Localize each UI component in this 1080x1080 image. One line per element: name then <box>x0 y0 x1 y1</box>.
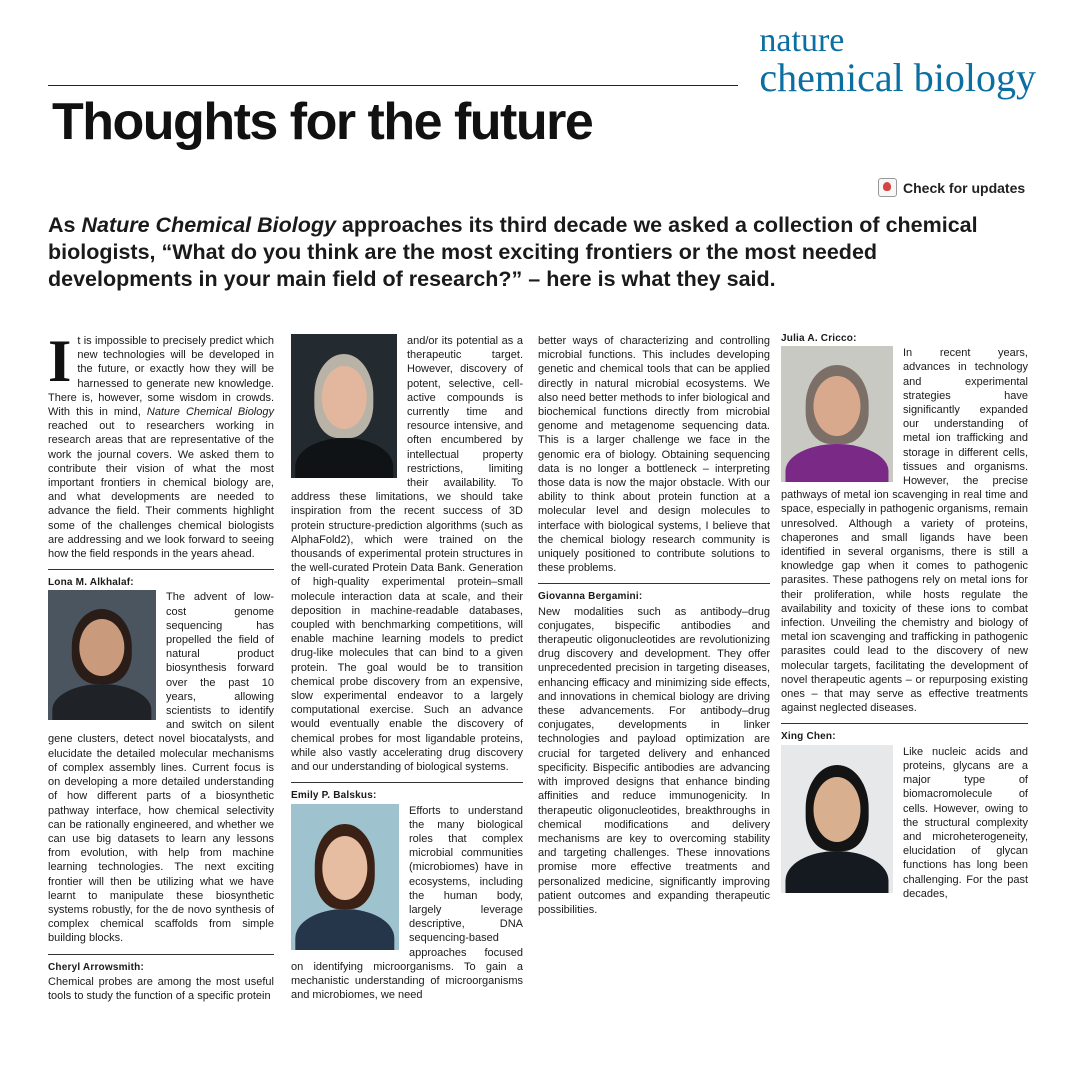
journal-logo-line2: chemical biology <box>759 55 1036 100</box>
balskus-paragraph-b: better ways of characterizing and controlling microbial functions. This includes developing genetic and chemical tools that can be applied directly in natural microbial ecosystems. We also need better methods to infer biological and biochemical functions directly from microbial genome and metagenome sequencing data. This is a larger challenge we face in the genomic era of biology. Obtaining sequencing data is no longer a bottleneck – interpreting those data is now the major obstacle. With our ability to think about protein function at a molecular level and design molecules to interface with biological systems, I believe that the chemical biology research community is uniquely positioned to contribute solutions to these problems. <box>538 335 770 575</box>
alkhalaf-text: The advent of low-cost genome sequencing has propelled the field of natural product biosynthesis forward over the past 10 years, allowing scientists to identify and switch on silent gene clusters, detect novel biocatalysts, and elucidate the detailed molecular mechanisms of complex assembly lines. Current focus is on developing a more detailed understanding of how different parts of a biosynthetic pathway interface, how chemical selectivity can be rationally engineered, and whether we can use big datasets to learn any lessons from evolution, with help from machine learning technologies. The next exciting frontier will then be utilizing what we have learnt to manipulate these biosynthetic systems robustly, for the de novo synthesis of complex chemical scaffolds from simple building blocks. <box>48 591 274 945</box>
column-3 <box>538 334 770 917</box>
cricco-paragraph <box>781 346 1028 715</box>
alkhalaf-paragraph <box>48 590 274 945</box>
balskus-paragraph-a <box>291 804 523 1003</box>
journal-logo <box>759 24 1036 98</box>
dropcap: I <box>48 328 72 394</box>
author-chen: Xing Chen: <box>781 731 836 743</box>
bergamini-paragraph: New modalities such as antibody–drug conjugates, bispecific antibodies and therapeutic oligonucleotides are revolutionizing drug discovery and development. They offer unprecedented precision in targeting diseases, enhancing efficacy and minimizing side effects, and innovations in chemical biology are driving these advancements. For antibody–drug conjugates, developments in linker technologies and payload optimization are crucial for targeted delivery and enhanced specificity. Bispecific antibodies are advancing with improved designs that enhance binding affinities and reduce immunogenicity. In therapeutic oligonucleotides, breakthroughs in chemical modifications and delivery mechanisms are key to overcoming stability and targeting challenges. These innovations promise more effective treatments and personalized medicine, significantly improving patient outcomes and expanding therapeutic possibilities. <box>538 605 770 916</box>
header-rule <box>48 85 738 86</box>
check-for-updates-button[interactable] <box>878 178 1025 197</box>
column-2 <box>291 334 523 1002</box>
check-updates-icon <box>878 178 897 197</box>
column-1 <box>48 328 274 1003</box>
standfirst-pre: As <box>48 213 82 237</box>
author-arrowsmith: Cheryl Arrowsmith: <box>48 961 145 973</box>
divider <box>538 583 770 584</box>
divider <box>48 569 274 570</box>
arrowsmith-text-b: and/or its potential as a therapeutic target. However, discovery of potent, selective, cell-active compounds is currently time and resource intensive, and often encumbered by intellectual property restrictions, limiting their availability. To address these limitations, we should take inspiration from the recent success of 3D protein structure-prediction algorithms (such as AlphaFold2), which were trained on the thousands of experimental protein structures in the well-curated Protein Data Bank. Generation of high-quality experimental protein–small molecule interaction data at scale, and their deposition in machine-readable databases, coupled with benchmarking competitions, will enable machine learning models to predict drug-like molecules that can bind to a given protein. The goal would be to transition chemical probe discovery from an expensive, slow experimental endeavor to a largely computational exercise. Such an advance would eventually enable the discovery of chemical probes for most ligandable proteins, while also vastly accelerating drug discovery and our understanding of biological systems. <box>291 335 523 774</box>
portrait-balskus <box>291 804 399 950</box>
page-title: Thoughts for the future <box>52 93 593 151</box>
balskus-text-a: Efforts to understand the many biological roles that complex microbial communities (microbiomes) have in ecosystems, including the human body, largely leverage descriptive, DNA sequencing-based approaches focused on identifying microorganisms. To gain a mechanistic understanding of microorganisms and microbiomes, we need <box>291 804 523 1002</box>
column-4 <box>781 334 1028 901</box>
standfirst-journal: Nature Chemical Biology <box>81 213 336 237</box>
author-cricco: Julia A. Cricco: <box>781 333 857 344</box>
intro-text-a: t is impossible to precisely predict which new technologies will be developed in the future, or exactly how they will be harnessed to generate new knowledge. There is, however, some wisdom in crowds. With this in mind, <box>48 335 274 419</box>
author-bergamini: Giovanna Bergamini: <box>538 591 643 603</box>
intro-journal: Nature Chemical Biology <box>146 406 274 419</box>
divider <box>781 723 1028 724</box>
portrait-alkhalaf <box>48 590 156 720</box>
chen-paragraph <box>781 745 1028 901</box>
arrowsmith-paragraph-b <box>291 334 523 774</box>
intro-paragraph <box>48 328 274 561</box>
author-alkhalaf: Lona M. Alkhalaf: <box>48 577 134 589</box>
check-updates-label: Check for updates <box>903 179 1026 196</box>
arrowsmith-paragraph-a: Chemical probes are among the most useful tools to study the function of a specific protein <box>48 975 274 1002</box>
divider <box>291 782 523 783</box>
divider <box>48 954 274 955</box>
standfirst-post: approaches its third decade we asked a collection of chemical biologists, “What do you think are the most exciting frontiers or the most needed developments in your main field of research?” – here is what they said. <box>48 213 978 291</box>
portrait-arrowsmith <box>291 334 397 478</box>
cricco-text: In recent years, advances in technology and experimental strategies have significantly expanded our understanding of metal ion trafficking and storage in different cells, tissues and organisms. However, the precise pathways of metal ion scavenging in real time and space, especially in pathogenic organisms, remain unresolved. Although a variety of proteins, chaperones and small ligands have been identified in several organisms, there is still a knowledge gap when it comes to pathogenic parasites. These pathogens rely on metal ions for their proliferation, while hosts regulate the availability and toxicity of these ions to combat infection. Unveiling the chemistry and biology of metal ion scavenging and trafficking in pathogenic parasites could lead to the discovery of new molecular targets, facilitating the development of novel therapeutic agents – or repurposing existing ones – that may serve as effective treatments against neglected diseases. <box>781 347 1028 715</box>
journal-logo-line1: nature <box>759 22 845 59</box>
standfirst <box>48 212 1008 293</box>
portrait-chen <box>781 745 893 893</box>
chen-text: Like nucleic acids and proteins, glycans are a major type of biomacromolecule of cells. However, owing to the structural complexity and microheterogeneity, elucidation of glycan functions has long been challenging. For the past decades, <box>903 745 1028 900</box>
intro-text-b: reached out to researchers working in research areas that are representative of the work the journal covers. We asked them to contribute their vision of what the most important frontiers in chemical biology are, and what developments are needed to advance the field. Their comments highlight some of the challenges chemical biologists are addressing and we look forward to seeing how the field responds in the years ahead. <box>48 420 274 561</box>
portrait-cricco <box>781 346 893 482</box>
author-balskus: Emily P. Balskus: <box>291 790 377 802</box>
